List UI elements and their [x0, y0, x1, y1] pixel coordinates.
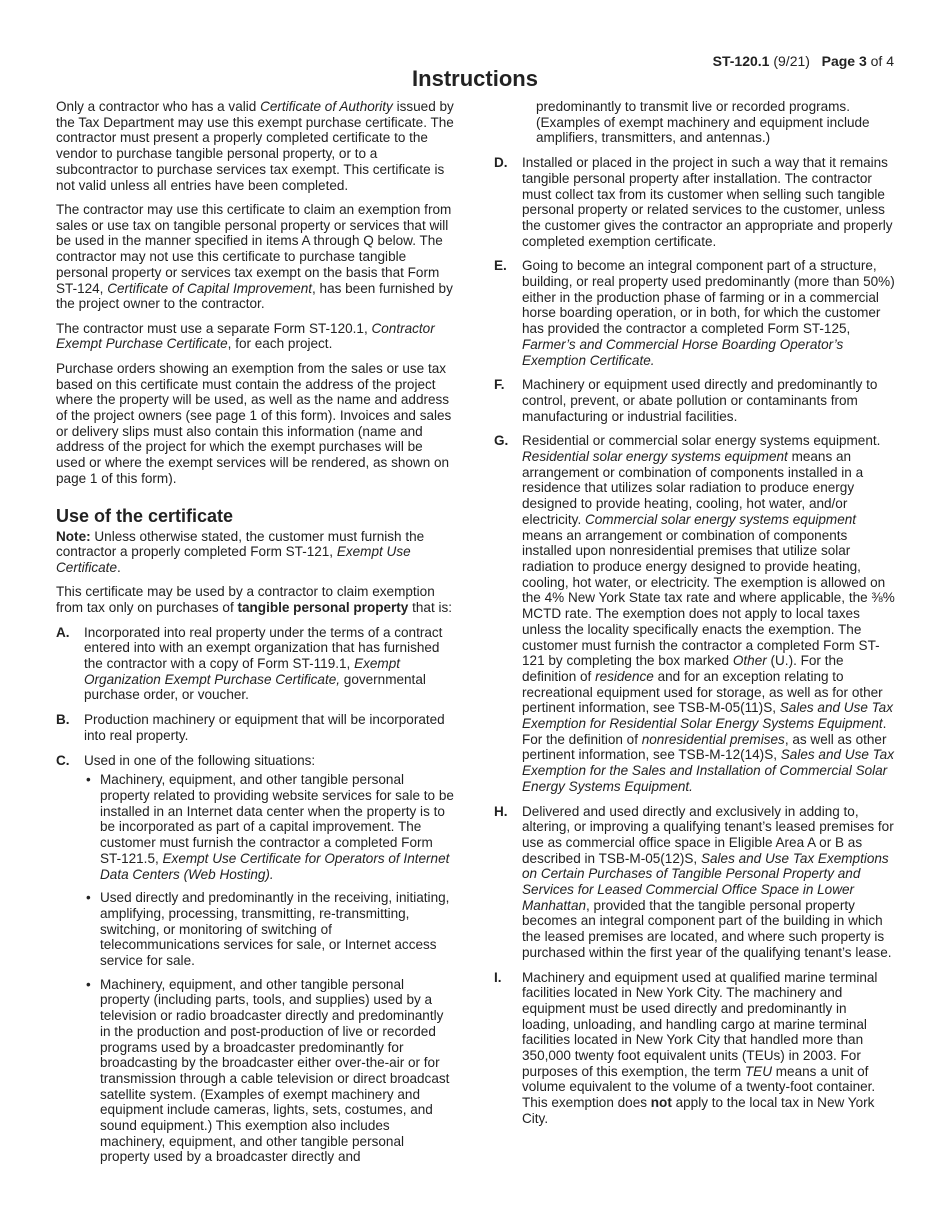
text-run: governmental purchase order, or voucher.	[84, 671, 426, 703]
bullet-item	[84, 772, 454, 882]
item-g	[494, 433, 896, 794]
item-i	[494, 970, 896, 1127]
text-run: Machinery, equipment, and other tangible personal property (including parts, tools, and supplies) used by a television or radio broadcaster directly and predominantly in the production and post-production of live or recorded programs used by a broadcaster predominantly for broadcasting by the broadcaster either over-the-air or for transmission through a cable television or direct broadcast satellite system. (Examples of exempt machinery and equipment include cameras, lights, sets, costumes, and sound equipment.) This exemption also includes machinery, equipment, and other tangible personal property used by a broadcaster directly and	[100, 976, 450, 1165]
text-run: Going to become an integral component part of a structure, building, or real property used predominantly (more than 50%) either in the production phase of farming or in a commercial horse boarding operation, or in both, for which the customer has provided the contractor a completed Form ST-125,	[522, 258, 895, 337]
text-run: Incorporated into real property under the terms of a contract entered into with an exempt organization that has furnished the contractor with a copy of Form ST-119.1,	[84, 624, 443, 672]
form-revision: (9/21)	[773, 53, 810, 69]
item-text	[522, 804, 896, 961]
item-letter: I.	[494, 969, 502, 985]
text-run: Exempt Organization Exempt Purchase Certificate,	[84, 656, 400, 687]
text-run: Exempt Use Certificate for Operators of Internet Data Centers (Web Hosting).	[100, 850, 450, 882]
text-run: Other	[732, 653, 767, 669]
item-letter: C.	[56, 752, 70, 768]
item-text	[84, 625, 454, 704]
text-run: The contractor must use a separate Form ST-120.1,	[56, 320, 372, 336]
bullet-item	[84, 977, 454, 1165]
text-run: Production machinery or equipment that will be incorporated into real property.	[84, 712, 445, 743]
item-letter: A.	[56, 624, 70, 640]
text-run: Residential or commercial solar energy systems equipment.	[522, 433, 881, 449]
text-run: tangible personal property	[237, 600, 409, 616]
text-run: Sales and Use Tax Exemption for the Sales and Installation of Commercial Solar Energy Systems Equipment.	[522, 747, 894, 794]
text-run: Machinery and equipment used at qualified marine terminal facilities located in New York City. The machinery and equipment must be used directly and predominantly in loading, unloading, and handling cargo at marine terminal facilities located in New York City that handled more than 350,000 twenty foot equivalent units (TEUs) in 2003. For purposes of this exemption, the term	[522, 969, 878, 1079]
bullet-text	[100, 772, 454, 882]
item-text	[522, 155, 896, 249]
text-run: means an arrangement or combination of components installed upon nonresidential premises that utilize solar radiation to produce energy designed to provide heating, cooling, hot water, or electricity. The exemption is allowed on the 4% New York State tax rate and where applicable, the ⅜% MCTD rate. The exemption does not apply to local taxes unless the locality specifically enacts the exemption. The customer must furnish the contractor a completed Form ST-121 by completing the box marked	[522, 527, 895, 669]
intro-paragraph	[56, 202, 454, 312]
item-text	[522, 258, 896, 368]
text-run: Sales and Use Tax Exemption for Residential Solar Energy Systems Equipment	[522, 700, 893, 732]
text-run: Exempt Use Certificate	[56, 544, 411, 575]
intro-paragraph	[56, 361, 454, 487]
text-run: Used in one of the following situations:	[84, 752, 316, 768]
item-letter: G.	[494, 433, 509, 449]
item-c	[56, 753, 454, 769]
text-run: TEU	[744, 1063, 772, 1079]
text-run: means a unit of volume equivalent to the volume of a twenty-foot container. This exemption does	[522, 1063, 876, 1111]
text-run: The contractor may use this certificate to claim an exemption from sales or use tax on tangible personal property or services that will be used in the manner specified in items A through Q below. The contractor may not use this certificate to purchase tangible personal property or services tax exempt on the basis that Form ST-124,	[56, 202, 452, 296]
item-letter: F.	[494, 377, 505, 393]
text-run: , has been furnished by the project owner to the contractor.	[56, 280, 453, 312]
text-run: Used directly and predominantly in the receiving, initiating, amplifying, processing, transmitting, re-transmitting, switching, or monitoring of switching of telecommunications services for sale, or Internet access service for sale.	[100, 890, 450, 969]
item-text	[522, 377, 896, 424]
text-run: Purchase orders showing an exemption from the sales or use tax based on this certificate must contain the address of the project where the property will be used, as well as the name and address of the project owners (see page 1 of this form). Invoices and sales or delivery slips must also contain this information (name and address of the project for which the exempt purchases will be used or where the exempt services will be rendered, as shown on page 1 of this form).	[56, 360, 452, 486]
right-column	[494, 99, 896, 1136]
bullet-dot: •	[86, 890, 91, 906]
bullet-continuation	[494, 99, 896, 146]
item-letter: B.	[56, 712, 70, 728]
text-run: , provided that the tangible personal property becomes an integral component part of the building in which the leased premises are located, and where such property is purchased within the first year of the qualifying tenant’s lease.	[522, 897, 892, 960]
item-f	[494, 377, 896, 424]
text-run: issued by the Tax Department may use this exempt purchase certificate. The contractor must present a properly completed certificate to the vendor to purchase tangible personal property, or to a subcontractor to purchase services tax exempt. This certificate is not valid unless all entries have been completed.	[56, 99, 454, 193]
text-run: Machinery or equipment used directly and predominantly to control, prevent, or abate pollution or contaminants from manufacturing or industrial facilities.	[522, 377, 878, 424]
text-run: and for an exception relating to recreational equipment used for storage, as well as for other pertinent information, see TSB-M-05(11)S,	[522, 668, 883, 716]
text-run: Commercial solar energy systems equipment	[584, 511, 857, 527]
item-d	[494, 155, 896, 249]
text-run: .	[116, 559, 121, 575]
text-run: predominantly to transmit live or recorded programs. (Examples of exempt machinery and equipment include amplifiers, transmitters, and antennas.)	[536, 99, 870, 146]
item-text	[522, 970, 896, 1127]
text-run: Installed or placed in the project in such a way that it remains tangible personal property after installation. The contractor must collect tax from its customer when selling such tangible personal property or related services to the customer, unless the customer gives the contractor an appropriate and properly completed exemption certificate.	[522, 155, 893, 249]
text-run: residence	[595, 668, 654, 684]
text-run: means an arrangement or combination of components installed in a residence that utilizes solar radiation to produce energy designed to provide heating, cooling, hot water, and/or electricity.	[522, 449, 864, 527]
text-run: Machinery, equipment, and other tangible personal property related to providing website services for sale to be installed in an Internet data center when the property is to be incorporated as part of a capital improvement. The customer must furnish the contractor a completed Form ST-121.5,	[100, 772, 454, 866]
item-e	[494, 258, 896, 368]
intro-paragraph	[56, 321, 454, 352]
page-title: Instructions	[412, 66, 538, 91]
bullet-dot: •	[86, 976, 91, 992]
section-heading: Use of the certificate	[56, 505, 234, 526]
item-b	[56, 712, 454, 743]
item-h	[494, 804, 896, 961]
form-number: ST-120.1	[712, 53, 770, 69]
bullet-item	[84, 890, 454, 969]
lead-paragraph	[56, 584, 454, 615]
text-run: nonresidential premises	[641, 731, 785, 747]
text-run: not	[650, 1095, 672, 1111]
text-run: , for each project.	[227, 336, 333, 352]
item-letter: H.	[494, 803, 508, 819]
text-run: This certificate may be used by a contractor to claim exemption from tax only on purchases of	[56, 584, 435, 616]
text-run: . For the definition of	[522, 716, 887, 747]
text-run: Only a contractor who has a valid	[56, 99, 261, 114]
item-a	[56, 625, 454, 704]
text-run: (U.). For the definition of	[522, 653, 844, 684]
item-text	[84, 712, 454, 743]
text-run: Residential solar energy systems equipment	[522, 449, 788, 465]
item-letter: E.	[494, 258, 507, 274]
item-letter: D.	[494, 155, 508, 171]
item-text	[522, 433, 896, 794]
text-run: Contractor Exempt Purchase Certificate	[56, 320, 435, 352]
text-run: Note:	[56, 528, 91, 544]
page-label: Page 3	[821, 53, 867, 69]
text-run: Delivered and used directly and exclusively in adding to, altering, or improving a qualifying tenant’s leased premises for use as commercial office space in Eligible Area A or B as described in TSB-M-05(12)S,	[522, 803, 894, 866]
text-run: Sales and Use Tax Exemptions on Certain Purchases of Tangible Personal Property and Services for Leased Commercial Office Space in Lower Manhattan	[522, 850, 889, 913]
text-run: , as well as other pertinent information, see TSB-M-12(14)S,	[522, 731, 887, 763]
bullet-text	[100, 977, 454, 1165]
left-column	[56, 99, 454, 1173]
text-run: Farmer’s and Commercial Horse Boarding Operator’s Exemption Certificate.	[522, 336, 844, 368]
item-text	[84, 753, 454, 769]
text-run: Unless otherwise stated, the customer must furnish the contractor a properly completed Form ST-121,	[56, 528, 425, 560]
bullet-text	[100, 890, 454, 969]
bullet-dot: •	[86, 772, 91, 788]
page-of: of 4	[870, 53, 894, 69]
text-run: that is:	[408, 600, 453, 616]
text-run: Certificate of Capital Improvement	[107, 280, 313, 296]
text-run: Certificate of Authority	[260, 99, 393, 114]
text-run: apply to the local tax in New York City.	[522, 1095, 875, 1126]
item-c-bullets	[56, 772, 454, 1165]
note-paragraph	[56, 529, 454, 576]
intro-paragraph	[56, 99, 454, 193]
